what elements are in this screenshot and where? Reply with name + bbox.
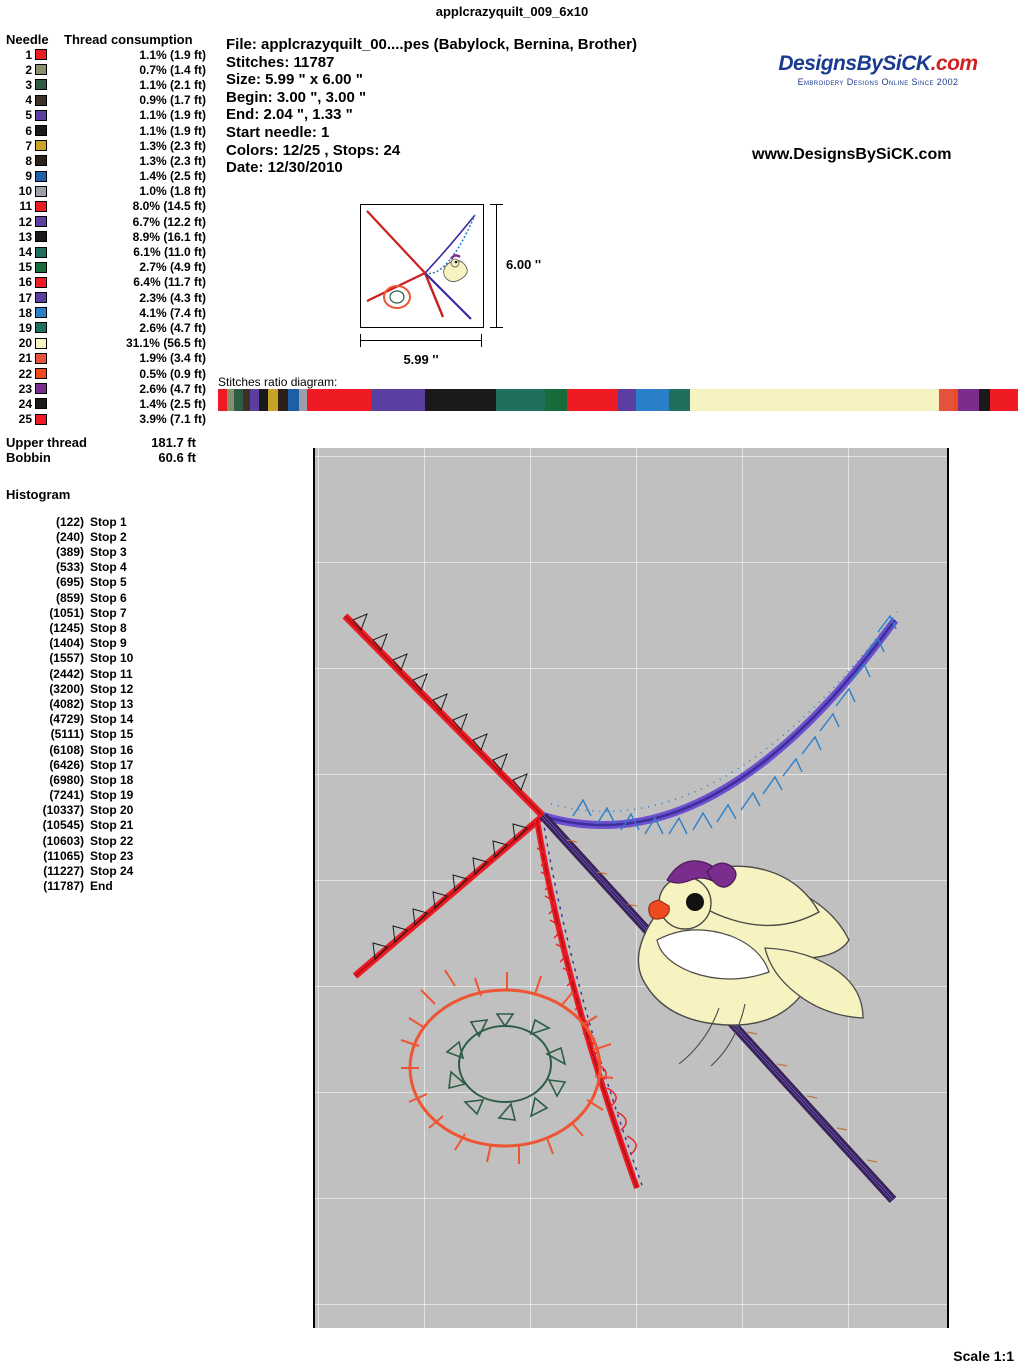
needle-color-swatch bbox=[35, 79, 47, 90]
needle-consumption: 2.3% (4.3 ft) bbox=[139, 290, 206, 305]
needle-consumption: 6.4% (11.7 ft) bbox=[133, 275, 206, 290]
histogram-label: Stop 20 bbox=[90, 803, 134, 818]
histogram-row bbox=[6, 879, 218, 894]
needle-consumption: 8.0% (14.5 ft) bbox=[132, 199, 206, 214]
histogram-row bbox=[6, 621, 218, 636]
histogram-label: Stop 10 bbox=[90, 651, 134, 666]
needle-row bbox=[6, 153, 218, 168]
histogram-count: (4082) bbox=[49, 696, 84, 711]
needle-row bbox=[6, 214, 218, 229]
logo-text-tld: .com bbox=[930, 52, 978, 75]
histogram-label: Stop 21 bbox=[90, 818, 134, 833]
needle-color-swatch bbox=[35, 125, 47, 136]
ratio-segment bbox=[690, 389, 939, 411]
needle-color-swatch bbox=[35, 398, 47, 409]
logo-text-main: DesignsBySiCK bbox=[778, 52, 931, 75]
needle-number: 11 bbox=[19, 199, 32, 214]
needle-color-swatch bbox=[35, 262, 47, 273]
histogram-count: (859) bbox=[55, 590, 84, 605]
needle-number: 6 bbox=[25, 123, 32, 138]
needle-color-swatch bbox=[35, 171, 47, 182]
blue-purple-arc bbox=[543, 612, 897, 834]
histogram-row bbox=[6, 515, 218, 530]
histogram-row bbox=[6, 636, 218, 651]
info-end: End: 2.04 ", 1.33 " bbox=[226, 106, 353, 124]
needle-number: 4 bbox=[25, 93, 32, 108]
needle-panel bbox=[6, 32, 218, 894]
thread-totals bbox=[6, 435, 218, 465]
design-info bbox=[226, 36, 637, 177]
histogram-label: Stop 22 bbox=[90, 833, 134, 848]
histogram-row bbox=[6, 712, 218, 727]
red-vertical-branch bbox=[537, 820, 643, 1188]
histogram-row bbox=[6, 818, 218, 833]
histogram-count: (6980) bbox=[49, 772, 84, 787]
needle-row bbox=[6, 138, 218, 153]
histogram-label: Stop 19 bbox=[90, 788, 134, 803]
histogram-count: (1557) bbox=[49, 651, 84, 666]
needle-row bbox=[6, 320, 218, 335]
needle-consumption: 1.1% (1.9 ft) bbox=[139, 108, 206, 123]
histogram-label: Stop 24 bbox=[90, 864, 134, 878]
histogram-row bbox=[6, 530, 218, 545]
consumption-column-header: Thread consumption bbox=[64, 32, 193, 47]
ratio-segment bbox=[939, 389, 954, 411]
histogram-count: (533) bbox=[55, 560, 84, 575]
needle-row bbox=[6, 47, 218, 62]
needle-row bbox=[6, 366, 218, 381]
histogram-count: (2442) bbox=[49, 666, 84, 681]
bobbin-row bbox=[6, 450, 218, 465]
histogram-label: Stop 12 bbox=[90, 681, 134, 696]
needle-row bbox=[6, 305, 218, 320]
histogram-row bbox=[6, 727, 218, 742]
histogram-label: Stop 6 bbox=[90, 590, 127, 605]
upper-thread-label: Upper thread bbox=[6, 434, 87, 450]
ratio-segment bbox=[250, 389, 259, 411]
histogram-count: (6426) bbox=[49, 757, 84, 772]
needle-color-swatch bbox=[35, 49, 47, 60]
needle-row bbox=[6, 244, 218, 259]
needle-color-swatch bbox=[35, 338, 47, 349]
brand-logo bbox=[748, 52, 1008, 87]
needle-color-swatch bbox=[35, 186, 47, 197]
histogram-row bbox=[6, 834, 218, 849]
needle-number: 12 bbox=[18, 214, 32, 229]
needle-number: 16 bbox=[18, 275, 32, 290]
needle-consumption: 4.1% (7.4 ft) bbox=[139, 305, 206, 320]
histogram-label: Stop 14 bbox=[90, 712, 134, 727]
histogram-label: Stop 7 bbox=[90, 605, 127, 620]
ratio-segment bbox=[288, 389, 299, 411]
histogram-row bbox=[6, 773, 218, 788]
needle-color-swatch bbox=[35, 414, 47, 425]
needle-consumption: 1.9% (3.4 ft) bbox=[139, 351, 206, 366]
ratio-segment bbox=[307, 389, 371, 411]
needle-consumption: 1.3% (2.3 ft) bbox=[139, 153, 206, 168]
histogram-count: (695) bbox=[55, 575, 84, 590]
red-branch-upper bbox=[345, 614, 543, 816]
needle-number: 10 bbox=[18, 184, 32, 199]
needle-number: 19 bbox=[18, 320, 32, 335]
needle-consumption: 1.4% (2.5 ft) bbox=[139, 396, 206, 411]
needle-column-header: Needle bbox=[6, 32, 49, 47]
needle-consumption: 1.1% (2.1 ft) bbox=[139, 77, 206, 92]
ratio-diagram-label: Stitches ratio diagram: bbox=[218, 375, 338, 389]
needle-color-swatch bbox=[35, 277, 47, 288]
website-url: www.DesignsBySiCK.com bbox=[752, 146, 952, 163]
info-file: File: applcrazyquilt_00....pes (Babylock, Bernina, Brother) bbox=[226, 36, 637, 53]
needle-color-swatch bbox=[35, 353, 47, 364]
upper-thread-row bbox=[6, 435, 218, 450]
info-date: Date: 12/30/2010 bbox=[226, 159, 343, 177]
needle-consumption: 0.5% (0.9 ft) bbox=[139, 366, 206, 381]
needle-color-swatch bbox=[35, 231, 47, 242]
needle-consumption: 2.6% (4.7 ft) bbox=[139, 381, 206, 396]
needle-row bbox=[6, 336, 218, 351]
needle-number: 14 bbox=[18, 245, 32, 260]
histogram-count: (11787) bbox=[43, 879, 84, 894]
needle-number: 22 bbox=[18, 366, 32, 381]
histogram-count: (389) bbox=[55, 545, 84, 560]
histogram-label: Stop 3 bbox=[90, 545, 127, 560]
histogram-count: (10337) bbox=[42, 803, 84, 818]
thumbnail-graphic bbox=[361, 205, 481, 325]
histogram-count: (6108) bbox=[49, 742, 84, 757]
histogram-label: Stop 16 bbox=[90, 742, 134, 757]
needle-color-swatch bbox=[35, 201, 47, 212]
needle-row bbox=[6, 229, 218, 244]
histogram-row bbox=[6, 758, 218, 773]
design-thumbnail bbox=[360, 204, 484, 328]
needle-consumption: 1.3% (2.3 ft) bbox=[139, 138, 206, 153]
histogram-label: Stop 9 bbox=[90, 636, 127, 651]
histogram-label: Stop 1 bbox=[90, 514, 127, 529]
needle-number: 9 bbox=[25, 169, 32, 184]
needle-consumption: 2.6% (4.7 ft) bbox=[139, 320, 206, 335]
needle-row bbox=[6, 260, 218, 275]
ratio-segment bbox=[496, 389, 545, 411]
needle-color-swatch bbox=[35, 64, 47, 75]
needle-color-swatch bbox=[35, 383, 47, 394]
histogram-label: Stop 4 bbox=[90, 560, 127, 575]
needle-color-swatch bbox=[35, 95, 47, 106]
needle-row bbox=[6, 199, 218, 214]
needle-number: 23 bbox=[18, 381, 32, 396]
histogram-count: (3200) bbox=[49, 681, 84, 696]
histogram-label: Stop 2 bbox=[90, 529, 127, 544]
ratio-segment bbox=[618, 389, 636, 411]
needle-number: 7 bbox=[25, 138, 32, 153]
histogram-count: (1245) bbox=[49, 621, 84, 635]
ratio-segment bbox=[636, 389, 669, 411]
histogram-count: (10545) bbox=[42, 818, 84, 833]
histogram-row bbox=[6, 743, 218, 758]
histogram-label: Stop 17 bbox=[90, 757, 134, 772]
histogram-count: (4729) bbox=[49, 712, 84, 727]
histogram-count: (122) bbox=[55, 514, 84, 529]
bird-applique bbox=[638, 861, 863, 1066]
histogram-label: End bbox=[90, 879, 113, 894]
needle-row bbox=[6, 396, 218, 411]
needle-color-swatch bbox=[35, 155, 47, 166]
needle-color-swatch bbox=[35, 322, 47, 333]
histogram-row bbox=[6, 545, 218, 560]
ratio-segment bbox=[227, 389, 234, 411]
needle-consumption: 1.1% (1.9 ft) bbox=[139, 123, 206, 138]
needle-number: 17 bbox=[18, 290, 32, 305]
info-size: Size: 5.99 " x 6.00 " bbox=[226, 71, 363, 89]
histogram-label: Stop 13 bbox=[90, 696, 134, 711]
histogram-row bbox=[6, 697, 218, 712]
histogram-count: (11227) bbox=[43, 864, 84, 878]
histogram-row bbox=[6, 606, 218, 621]
needle-number: 2 bbox=[25, 62, 32, 77]
ratio-segment bbox=[259, 389, 268, 411]
needle-number: 24 bbox=[18, 396, 32, 411]
needle-color-swatch bbox=[35, 292, 47, 303]
histogram-row bbox=[6, 591, 218, 606]
needle-row bbox=[6, 123, 218, 138]
needle-color-swatch bbox=[35, 110, 47, 121]
page-title: applcrazyquilt_009_6x10 bbox=[435, 4, 589, 19]
needle-consumption: 1.4% (2.5 ft) bbox=[139, 169, 206, 184]
histogram-label: Stop 23 bbox=[90, 848, 134, 863]
info-colors: Colors: 12/25 , Stops: 24 bbox=[226, 141, 401, 159]
histogram-count: (240) bbox=[55, 529, 84, 544]
histogram-row bbox=[6, 682, 218, 697]
ratio-segment bbox=[425, 389, 496, 411]
histogram-count: (5111) bbox=[50, 727, 84, 742]
needle-row bbox=[6, 77, 218, 92]
bobbin-value: 60.6 ft bbox=[158, 449, 196, 465]
needle-number: 3 bbox=[25, 77, 32, 92]
needle-row bbox=[6, 169, 218, 184]
histogram-row bbox=[6, 560, 218, 575]
histogram-row bbox=[6, 667, 218, 682]
red-branch-lower bbox=[355, 816, 543, 976]
histogram-row bbox=[6, 575, 218, 590]
needle-row bbox=[6, 184, 218, 199]
needle-number: 21 bbox=[18, 351, 32, 366]
ratio-segment bbox=[567, 389, 618, 411]
needle-row bbox=[6, 412, 218, 427]
ratio-segment bbox=[979, 389, 990, 411]
histogram-row bbox=[6, 651, 218, 666]
histogram-label: Stop 15 bbox=[90, 727, 134, 742]
needle-consumption: 8.9% (16.1 ft) bbox=[132, 229, 206, 244]
height-dimension bbox=[488, 204, 548, 328]
needle-number: 15 bbox=[18, 260, 32, 275]
needle-row bbox=[6, 93, 218, 108]
info-stitches: Stitches: 11787 bbox=[226, 53, 335, 71]
ratio-segment bbox=[268, 389, 278, 411]
needle-consumption: 6.7% (12.2 ft) bbox=[132, 214, 206, 229]
needle-consumption: 3.9% (7.1 ft) bbox=[139, 412, 206, 427]
info-begin: Begin: 3.00 ", 3.00 " bbox=[226, 88, 367, 106]
needle-number: 25 bbox=[18, 412, 32, 427]
design-stitches bbox=[315, 448, 947, 1328]
logo-tagline: Embroidery Designs Online Since 2002 bbox=[797, 77, 959, 87]
needle-row bbox=[6, 108, 218, 123]
upper-thread-value: 181.7 ft bbox=[151, 434, 196, 450]
needle-consumption: 1.0% (1.8 ft) bbox=[139, 184, 206, 199]
histogram-row bbox=[6, 864, 218, 879]
ratio-segment bbox=[371, 389, 425, 411]
needle-color-swatch bbox=[35, 368, 47, 379]
needle-table-header bbox=[6, 32, 218, 47]
histogram-label: Stop 18 bbox=[90, 772, 134, 787]
ratio-segment bbox=[545, 389, 567, 411]
info-start-needle: Start needle: 1 bbox=[226, 123, 330, 141]
histogram-count: (11065) bbox=[43, 848, 84, 863]
needle-row bbox=[6, 275, 218, 290]
scale-label: Scale 1:1 bbox=[953, 1348, 1014, 1364]
needle-rows bbox=[6, 47, 218, 427]
needle-number: 13 bbox=[18, 229, 32, 244]
histogram-label: Stop 11 bbox=[90, 666, 133, 681]
needle-row bbox=[6, 62, 218, 77]
height-dimension-label: 6.00 '' bbox=[506, 257, 542, 272]
needle-consumption: 0.7% (1.4 ft) bbox=[139, 62, 206, 77]
logo-text bbox=[748, 52, 1008, 76]
needle-color-swatch bbox=[35, 140, 47, 151]
needle-number: 1 bbox=[25, 47, 32, 62]
ratio-segment bbox=[243, 389, 250, 411]
histogram-label: Stop 5 bbox=[90, 575, 127, 590]
histogram-count: (10603) bbox=[42, 833, 84, 848]
ratio-segment bbox=[958, 389, 979, 411]
histogram-row bbox=[6, 803, 218, 818]
ratio-segment bbox=[234, 389, 243, 411]
needle-number: 8 bbox=[25, 153, 32, 168]
ratio-diagram bbox=[218, 389, 1018, 411]
histogram-row bbox=[6, 849, 218, 864]
design-preview bbox=[313, 448, 949, 1328]
needle-number: 5 bbox=[25, 108, 32, 123]
ratio-segment bbox=[669, 389, 690, 411]
needle-color-swatch bbox=[35, 216, 47, 227]
histogram-title: Histogram bbox=[6, 486, 71, 502]
ratio-segment bbox=[299, 389, 307, 411]
ratio-segment bbox=[218, 389, 227, 411]
thumbnail-area bbox=[360, 204, 560, 367]
bobbin-label: Bobbin bbox=[6, 449, 51, 465]
needle-color-swatch bbox=[35, 247, 47, 258]
needle-consumption: 31.1% (56.5 ft) bbox=[125, 336, 206, 351]
needle-color-swatch bbox=[35, 307, 47, 318]
needle-consumption: 2.7% (4.9 ft) bbox=[139, 260, 206, 275]
width-dimension bbox=[360, 332, 484, 372]
needle-row bbox=[6, 351, 218, 366]
feather-ring bbox=[401, 970, 613, 1164]
needle-number: 18 bbox=[18, 305, 32, 320]
needle-number: 20 bbox=[18, 336, 32, 351]
needle-consumption: 1.1% (1.9 ft) bbox=[139, 47, 206, 62]
histogram-count: (7241) bbox=[49, 788, 84, 803]
needle-consumption: 6.1% (11.0 ft) bbox=[133, 245, 206, 260]
ratio-segment bbox=[278, 389, 288, 411]
histogram-rows bbox=[6, 515, 218, 895]
histogram-count: (1404) bbox=[49, 636, 84, 651]
width-dimension-label: 5.99 '' bbox=[403, 352, 439, 367]
histogram-row bbox=[6, 788, 218, 803]
needle-consumption: 0.9% (1.7 ft) bbox=[139, 93, 206, 108]
histogram-label: Stop 8 bbox=[90, 621, 127, 635]
ratio-segment bbox=[990, 389, 1018, 411]
histogram-count: (1051) bbox=[49, 605, 84, 620]
needle-row bbox=[6, 290, 218, 305]
needle-row bbox=[6, 381, 218, 396]
